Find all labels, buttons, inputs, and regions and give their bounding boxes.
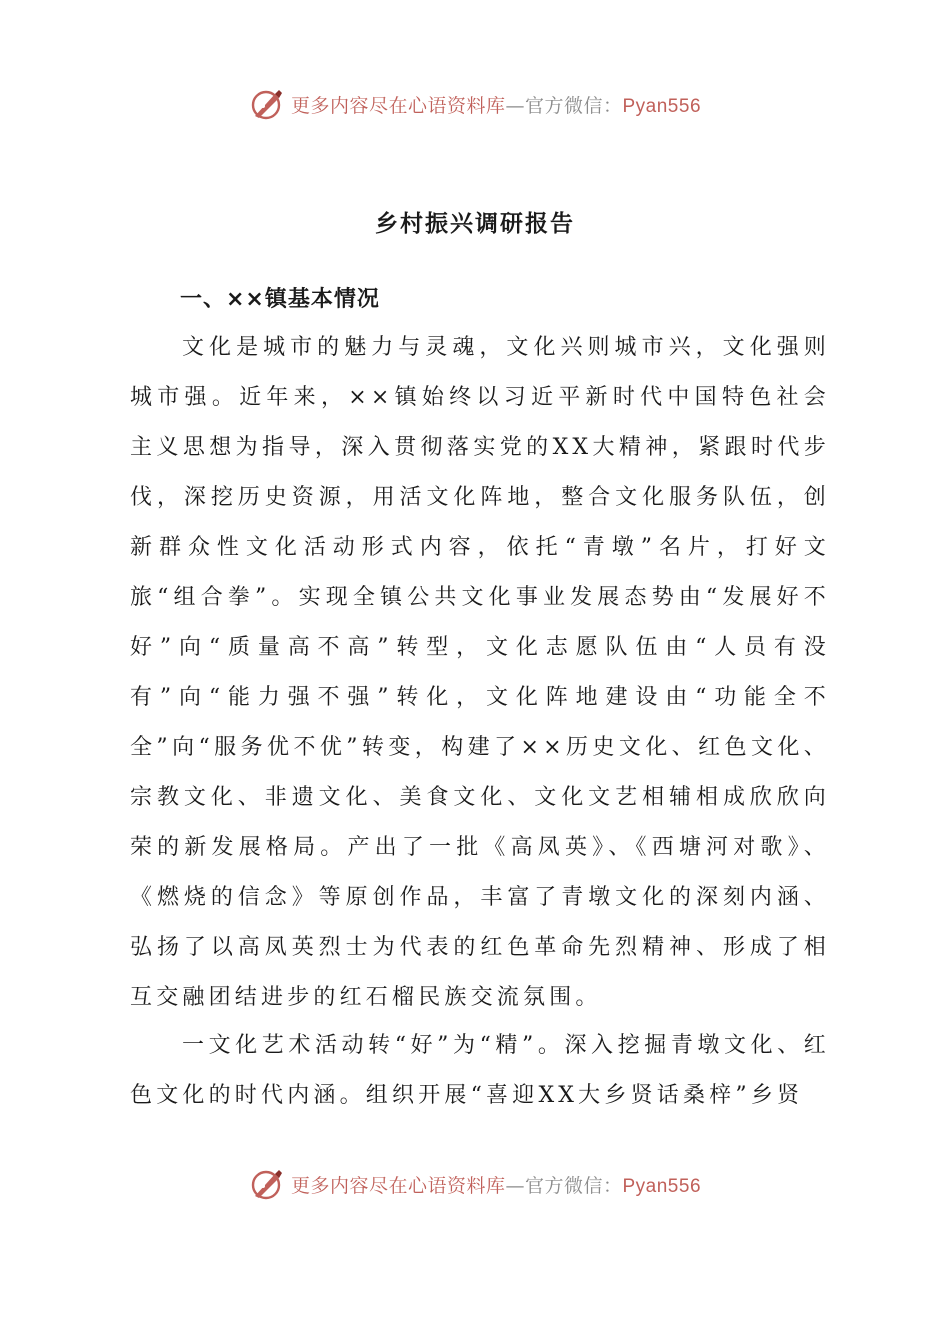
watermark-suffix: 官方微信： — [524, 1174, 623, 1197]
pen-logo-icon — [249, 1166, 285, 1202]
watermark-wechat-id: Pyan556 — [622, 95, 702, 117]
watermark-text — [291, 91, 701, 118]
watermark-main: 更多内容尽在心语资料库 — [290, 1174, 506, 1197]
paragraph-2: 一文化艺术活动转“好”为“精”。深入挖掘青墩文化、红色文化的时代内涵。组织开展“喜迎XX大乡贤话桑梓”乡贤 — [130, 1033, 830, 1108]
watermark-text — [291, 1171, 701, 1198]
watermark-separator: — — [505, 1174, 525, 1197]
watermark-separator: — — [505, 94, 525, 117]
section-heading: 一、××镇基本情况 — [180, 287, 380, 312]
watermark-suffix: 官方微信： — [524, 94, 623, 117]
watermark-main: 更多内容尽在心语资料库 — [290, 94, 506, 117]
watermark-banner-bottom — [0, 1164, 950, 1204]
watermark-banner-top — [0, 84, 950, 124]
paragraph-1: 文化是城市的魅力与灵魂，文化兴则城市兴，文化强则城市强。近年来，××镇始终以习近平新时代中国特色社会主义思想为指导，深入贯彻落实党的XX大精神，紧跟时代步伐，深挖历史资源，用活文化阵地，整合文化服务队伍，创新群众性文化活动形式内容，依托“青墩”名片，打好文旅“组合拳”。实现全镇公共文化事业发展态势由“发展好不好”向“质量高不高”转型，文化志愿队伍由“人员有没有”向“能力强不强”转化，文化阵地建设由“功能全不全”向“服务优不优”转变，构建了××历史文化、红色文化、宗教文化、非遗文化、美食文化、文化文艺相辅相成欣欣向荣的新发展格局。产出了一批《高凤英》、《西塘河对歌》、《燃烧的信念》等原创作品，丰富了青墩文化的深刻内涵、弘扬了以高凤英烈士为代表的红色革命先烈精神、形成了相互交融团结进步的红石榴民族交流氛围。 — [130, 335, 830, 1010]
document-title: 乡村振兴调研报告 — [375, 211, 575, 237]
watermark-wechat-id: Pyan556 — [622, 1175, 702, 1197]
pen-logo-icon — [249, 86, 285, 122]
